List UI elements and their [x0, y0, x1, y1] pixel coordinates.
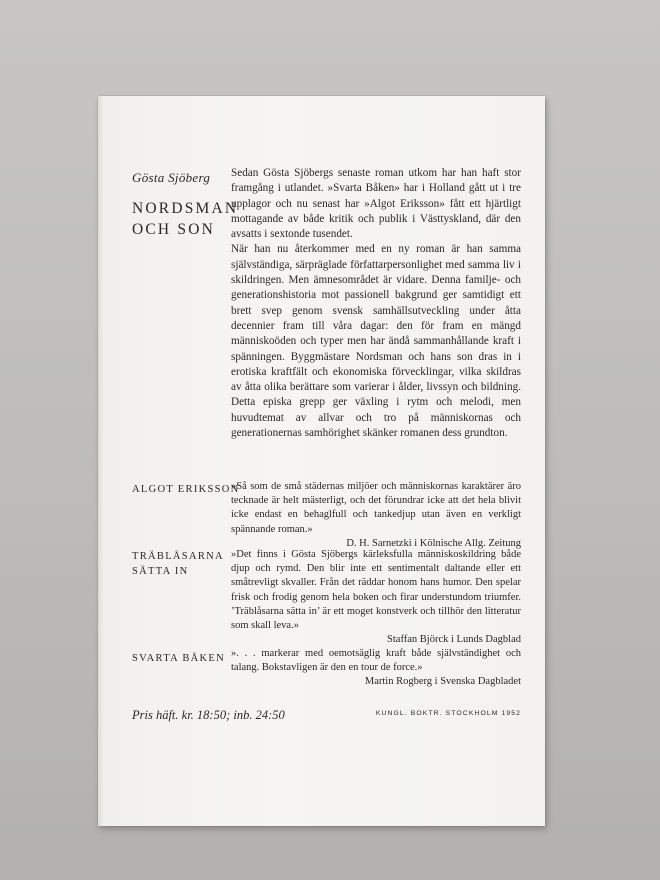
review-algot-eriksson — [231, 480, 521, 551]
cover-edge-shading — [98, 96, 104, 826]
price-text: Pris häft. kr. 18:50; inb. 24:50 — [132, 708, 285, 722]
description-paragraph: När han nu återkommer med en ny roman är han samma självständiga, särpräglade författarpersonlighet med samma liv i skildringen. Men ämnesområdet är vidare. Denna familje- och generationshistoria mot passionell bakgrund ger samtidigt ett brett svep genom svensk samhällsutveckling under åtta decennier fram till våra dagar: den för fram en mängd människoöden och typer men har ändå sammanhållande kraft i spänningen. Byggmästare Nordsman och hans son dras in i erotiska kraftfält och ekonomiska förvecklingar, vilka skildras av åtta olika berättare som varierar i ålder, livssyn och bildning. Detta episka grepp ger växling i rytm och melodi, men huvudtemat av allvar och tro på människornas och generationernas samhörighet skänker romanen dess grundton. — [231, 243, 521, 440]
description-text — [231, 166, 521, 441]
review-svarta-baken — [231, 647, 521, 690]
section-label-algot-eriksson: ALGOT ERIKSSON — [132, 484, 240, 495]
review-quote: »Det finns i Gösta Sjöbergs kärleksfulla människoskildring både djup och rymd. Den blir inte ett sentimentalt daltande eller ett småtrevligt skvaller. Från det räddar honom hans humor. Den spelar frisk och frodig genom hela boken och firar understundom triumfer. ’Träblåsarna sätta in’ är ett moget konstverk och tillhör den litteratur som skall leva.» — [231, 549, 521, 632]
section-label-trablasarna: TRÄBLÅSARNA SÄTTA IN — [132, 551, 224, 577]
review-attribution: D. H. Sarnetzki i Kölnische Allg. Zeitung — [346, 537, 521, 549]
author-name: Gösta Sjöberg — [132, 170, 211, 185]
review-attribution: Staffan Björck i Lunds Dagblad — [387, 634, 521, 646]
review-attribution: Martin Rogberg i Svenska Dagbladet — [364, 676, 521, 688]
review-quote: »Så som de små städernas miljöer och människornas karaktärer äro tecknade är helt mästerligt, och det förundrar icke att det hela blivit icke endast en behaglfull och tankedjup utan även en verkligt spännande roman.» — [231, 481, 521, 535]
book-title-line: NORDSMAN — [132, 200, 239, 217]
review-trablasarna — [231, 548, 521, 647]
book-title-line: OCH SON — [132, 221, 216, 238]
publisher-imprint: KUNGL. BOKTR. STOCKHOLM 1952 — [375, 710, 521, 717]
description-paragraph: Sedan Gösta Sjöbergs senaste roman utkom har han haft stor framgång i utlandet. »Svarta Båken» har i Holland gått ut i tre upplagor och nu senast har »Algot Eriksson» fått ett hjärtligt mottagande av både kritik och publik i Västtyskland, där den avsatts i sextonde tusendet. — [231, 167, 521, 241]
book-back-cover — [98, 96, 545, 826]
section-label-svarta-baken: SVARTA BÅKEN — [132, 653, 225, 664]
review-quote: ». . . markerar med oemotsäglig kraft både självständighet och talang. Bokstavligen är den en tour de force.» — [231, 648, 521, 674]
